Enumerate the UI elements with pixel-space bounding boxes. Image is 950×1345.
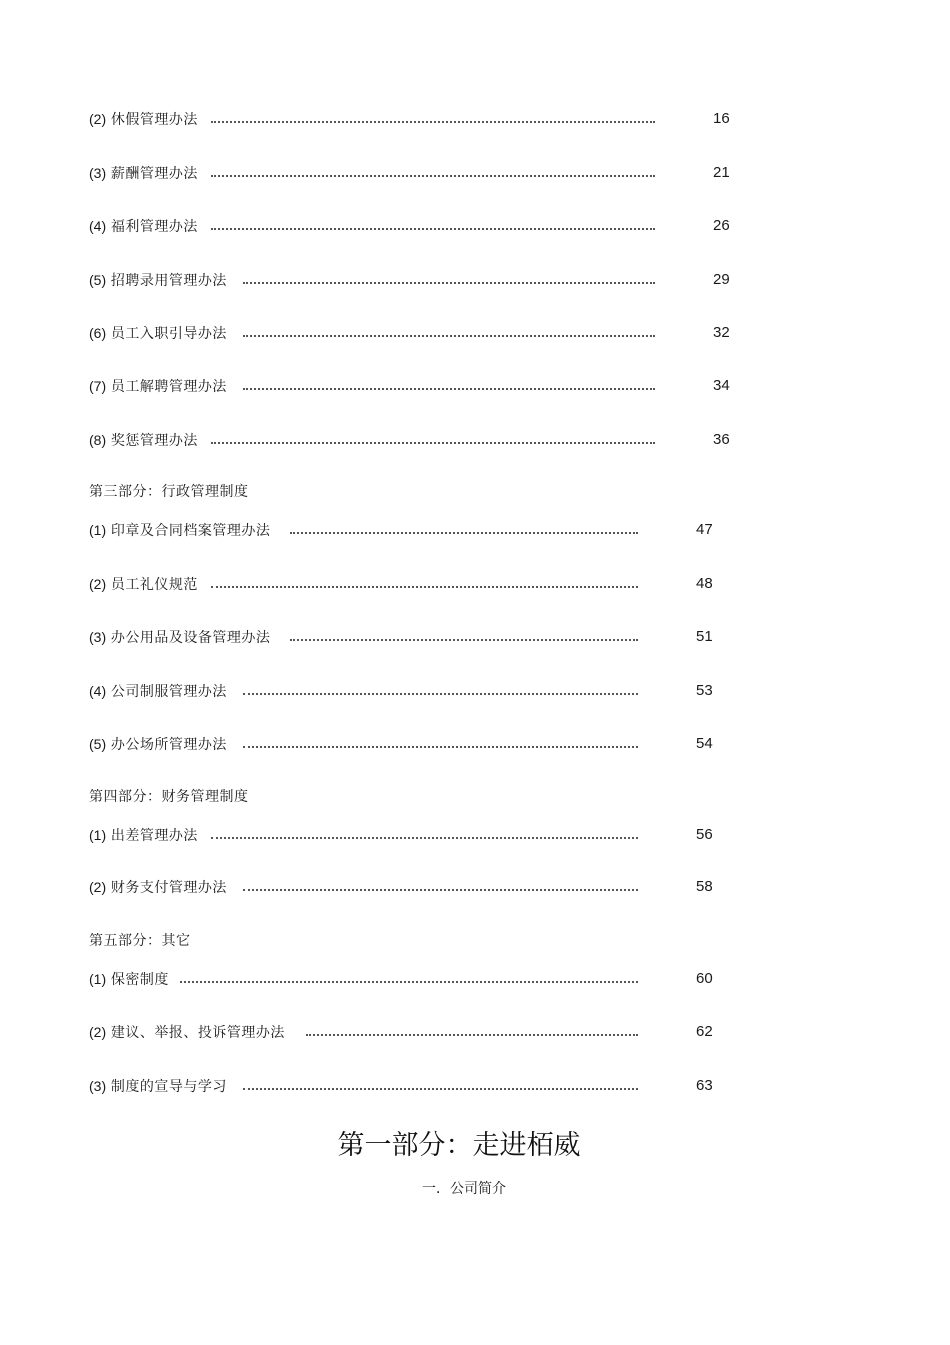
toc-entry-label: 员工礼仪规范: [110, 577, 198, 593]
toc-entry-number: (4): [89, 683, 107, 699]
toc-entry-label: 制度的宣导与学习: [110, 1079, 227, 1095]
toc-page-number: 51: [696, 628, 713, 645]
toc-entry-label: 公司制服管理办法: [110, 684, 227, 700]
toc-entry[interactable]: [89, 680, 227, 702]
toc-page-number: 58: [696, 878, 713, 895]
toc-page-number: 63: [696, 1077, 713, 1094]
toc-entry-number: (2): [89, 879, 107, 895]
toc-section-heading[interactable]: 第五部分：其它: [89, 933, 191, 949]
toc-page-number: 54: [696, 735, 713, 752]
section-subtitle: 一．公司简介: [422, 1181, 506, 1197]
toc-leader-dots: [211, 438, 655, 444]
toc-leader-dots: [211, 171, 655, 177]
toc-entry-number: (8): [89, 432, 107, 448]
toc-entry-label: 休假管理办法: [110, 112, 198, 128]
toc-entry-number: (3): [89, 629, 107, 645]
toc-entry[interactable]: [89, 824, 198, 846]
toc-page-number: 53: [696, 682, 713, 699]
toc-leader-dots: [243, 1084, 638, 1090]
toc-page-number: 60: [696, 970, 713, 987]
toc-entry[interactable]: [89, 519, 270, 541]
toc-entry[interactable]: [89, 876, 227, 898]
toc-entry[interactable]: [89, 626, 270, 648]
toc-entry[interactable]: [89, 162, 198, 184]
toc-entry-number: (3): [89, 165, 107, 181]
toc-entry-number: (5): [89, 736, 107, 752]
toc-section-heading[interactable]: 第三部分：行政管理制度: [89, 484, 249, 500]
toc-page-number: 48: [696, 575, 713, 592]
toc-entry-number: (2): [89, 576, 107, 592]
toc-entry[interactable]: [89, 429, 198, 451]
toc-page-number: 34: [713, 377, 730, 394]
toc-entry-number: (5): [89, 272, 107, 288]
toc-leader-dots: [243, 885, 638, 891]
toc-entry-number: (4): [89, 218, 107, 234]
toc-section-heading[interactable]: 第四部分：财务管理制度: [89, 789, 249, 805]
toc-entry-number: (6): [89, 325, 107, 341]
toc-page-number: 56: [696, 826, 713, 843]
toc-page-number: 21: [713, 164, 730, 181]
part-title: 第一部分：走进栢威: [337, 1130, 581, 1161]
toc-entry-label: 印章及合同档案管理办法: [110, 523, 271, 539]
toc-entry-number: (2): [89, 111, 107, 127]
toc-entry[interactable]: [89, 215, 198, 237]
toc-page-number: 32: [713, 324, 730, 341]
toc-entry-number: (1): [89, 827, 107, 843]
toc-leader-dots: [243, 384, 655, 390]
toc-page-number: 36: [713, 431, 730, 448]
toc-entry[interactable]: [89, 322, 227, 344]
toc-entry[interactable]: [89, 1021, 285, 1043]
toc-entry[interactable]: [89, 375, 227, 397]
toc-leader-dots: [243, 331, 655, 337]
toc-entry-label: 奖惩管理办法: [110, 433, 198, 449]
toc-entry-label: 招聘录用管理办法: [110, 273, 227, 289]
toc-entry[interactable]: [89, 733, 227, 755]
toc-page-number: 29: [713, 271, 730, 288]
toc-entry-label: 薪酬管理办法: [110, 166, 198, 182]
toc-leader-dots: [306, 1030, 638, 1036]
toc-leader-dots: [243, 689, 638, 695]
toc-leader-dots: [211, 582, 638, 588]
toc-leader-dots: [180, 977, 638, 983]
toc-entry-label: 福利管理办法: [110, 219, 198, 235]
toc-leader-dots: [243, 742, 638, 748]
toc-entry-label: 办公用品及设备管理办法: [110, 630, 271, 646]
toc-entry-number: (1): [89, 971, 107, 987]
toc-entry-number: (7): [89, 378, 107, 394]
toc-entry[interactable]: [89, 573, 198, 595]
toc-entry-label: 财务支付管理办法: [110, 880, 227, 896]
toc-leader-dots: [290, 528, 638, 534]
toc-leader-dots: [211, 224, 655, 230]
toc-entry[interactable]: [89, 269, 227, 291]
toc-entry-label: 出差管理办法: [110, 828, 198, 844]
toc-entry-number: (2): [89, 1024, 107, 1040]
toc-leader-dots: [290, 635, 638, 641]
toc-entry[interactable]: [89, 968, 169, 990]
toc-entry-label: 建议、举报、投诉管理办法: [110, 1025, 285, 1041]
toc-entry-label: 员工解聘管理办法: [110, 379, 227, 395]
toc-entry-label: 保密制度: [110, 972, 169, 988]
toc-page-number: 47: [696, 521, 713, 538]
toc-page-number: 16: [713, 110, 730, 127]
toc-entry-label: 办公场所管理办法: [110, 737, 227, 753]
toc-entry-label: 员工入职引导办法: [110, 326, 227, 342]
toc-entry[interactable]: [89, 108, 198, 130]
toc-leader-dots: [243, 278, 655, 284]
toc-page-number: 62: [696, 1023, 713, 1040]
toc-entry[interactable]: [89, 1075, 227, 1097]
toc-entry-number: (3): [89, 1078, 107, 1094]
toc-leader-dots: [211, 833, 638, 839]
toc-page-number: 26: [713, 217, 730, 234]
toc-entry-number: (1): [89, 522, 107, 538]
toc-leader-dots: [211, 117, 655, 123]
